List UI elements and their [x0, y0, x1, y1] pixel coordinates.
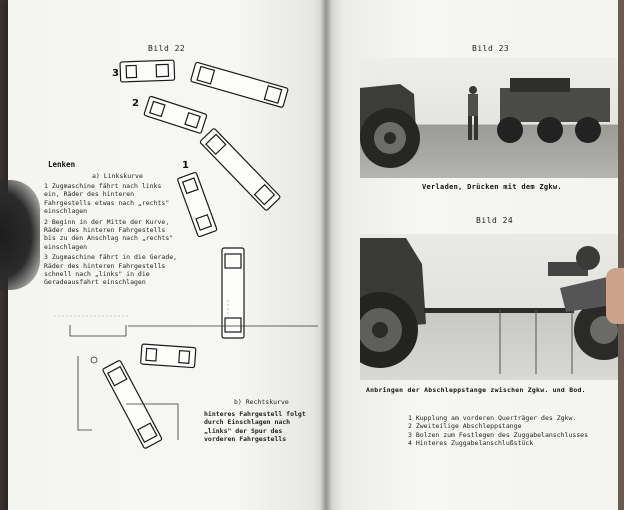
left-figure-title: Bild 22 [148, 44, 186, 53]
top-photo-illustration [360, 58, 618, 178]
bottom-legend [408, 414, 588, 448]
vehicle-pos1-tractor [177, 172, 217, 237]
top-figure-caption: Verladen, Drücken mit dem Zgkw. [422, 183, 562, 191]
bottom-photo-illustration [360, 234, 618, 380]
vehicle-pos3-tractor [120, 60, 175, 82]
legend-item-1: 1 Kupplung am vorderen Querträger des Zgkw. [408, 414, 577, 422]
book-cover-edge [0, 180, 40, 290]
step-number-1: 1 [182, 160, 189, 171]
left-turn-subheading: a) Linkskurve [92, 172, 143, 180]
step-number-2: 2 [132, 98, 139, 109]
left-turn-item-3: 3 Zugmaschine fährt in die Gerade, Räder des hinteren Fahrgestells schnell nach „links" in die Geradeausfahrt einschlagen [44, 253, 178, 287]
step-number-3: 3 [112, 68, 119, 79]
left-turn-item-1: 1 Zugmaschine fährt nach links ein, Räder des hinteren Fahrgestells etwas nach „rechts" einschlagen [44, 182, 170, 216]
vehicle-pos2-tractor [144, 96, 207, 134]
legend-item-2: 2 Zweiteilige Abschleppstange [408, 422, 522, 431]
right-edge-background [618, 0, 624, 510]
right-page [326, 0, 618, 510]
rightturn-trailer [102, 360, 162, 449]
right-bottom-figure-title: Bild 24 [476, 216, 514, 225]
legend-item-4: 4 Hinteres Zuggabelanschlußstück [408, 439, 534, 448]
bottom-photo [360, 234, 618, 380]
legend-item-3: 3 Bolzen zum Festlegen des Zuggabelanschlusses [408, 430, 589, 439]
rightturn-tractor [141, 344, 196, 368]
left-turn-item-2: 2 Beginn in der Mitte der Kurve, Räder des hinteren Fahrgestells bis zu den Anschlag nach „rechts" einschlagen [44, 217, 174, 251]
vehicle-pos3-trailer [190, 62, 288, 108]
book-spine [320, 0, 332, 510]
bottom-figure-caption: Anbringen der Abschleppstange zwischen Zgkw. und Bod. [366, 386, 586, 394]
left-turn-heading: Lenken [48, 160, 76, 169]
thumb-shape [606, 268, 624, 324]
right-turn-text: hinteres Fahrgestell folgt durch Einschlagen nach „links" der Spur des vorderen Fahrgestells [204, 410, 306, 444]
vehicle-pos2-trailer [200, 128, 281, 211]
top-photo [360, 58, 618, 178]
left-page [8, 0, 326, 510]
left-turn-list [44, 182, 178, 287]
right-turn-subheading: b) Rechtskurve [234, 398, 289, 406]
vehicle-pos1-trailer [222, 248, 244, 338]
right-top-figure-title: Bild 23 [472, 44, 510, 53]
